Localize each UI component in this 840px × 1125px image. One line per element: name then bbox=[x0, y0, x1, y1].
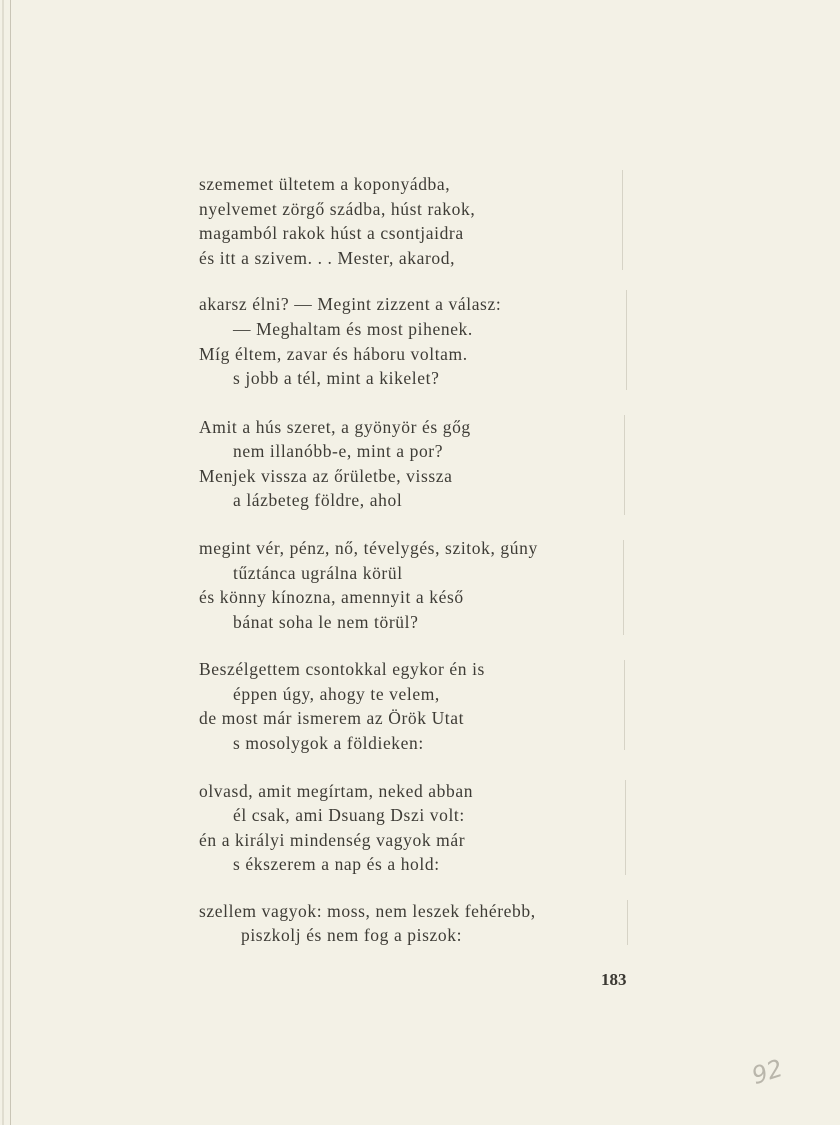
poem-line: de most már ismerem az Örök Utat bbox=[199, 708, 465, 728]
bleed-through-mark bbox=[625, 780, 626, 875]
bleed-through-mark bbox=[627, 900, 628, 945]
poem-line: és könny kínozna, amennyit a késő bbox=[199, 587, 464, 607]
poem-line: nem illanóbb-e, mint a por? bbox=[233, 441, 444, 461]
bleed-through-mark bbox=[624, 415, 625, 515]
bleed-through-mark bbox=[626, 290, 627, 390]
poem-line: s mosolygok a földieken: bbox=[233, 733, 424, 753]
poem-line: s ékszerem a nap és a hold: bbox=[233, 854, 440, 874]
poem-line: magamból rakok húst a csontjaidra bbox=[199, 223, 464, 243]
poem-line: s jobb a tél, mint a kikelet? bbox=[233, 368, 440, 388]
poem-line: én a királyi mindenség vagyok már bbox=[199, 830, 466, 850]
poem-line: Míg éltem, zavar és háboru voltam. bbox=[199, 344, 468, 364]
poem-line: tűztánca ugrálna körül bbox=[233, 563, 403, 583]
poem-line: Amit a hús szeret, a gyönyör és gőg bbox=[199, 417, 471, 437]
poem-line: éppen úgy, ahogy te velem, bbox=[233, 684, 440, 704]
poem-line: a lázbeteg földre, ahol bbox=[233, 490, 403, 510]
poem-line: megint vér, pénz, nő, tévelygés, szitok, gúny bbox=[199, 538, 538, 558]
poem-line: él csak, ami Dsuang Dszi volt: bbox=[233, 805, 465, 825]
poem-line: Menjek vissza az őrületbe, vissza bbox=[199, 466, 453, 486]
poem-line: piszkolj és nem fog a piszok: bbox=[241, 925, 463, 945]
poem-line: — Meghaltam és most pihenek. bbox=[233, 319, 473, 339]
poem-line: nyelvemet zörgő szádba, húst rakok, bbox=[199, 199, 476, 219]
poem-line: szellem vagyok: moss, nem leszek fehérebb, bbox=[199, 901, 536, 921]
poem-line: és itt a szivem. . . Mester, akarod, bbox=[199, 248, 456, 268]
margin-pencil-note: 92 bbox=[748, 1053, 787, 1091]
bleed-through-mark bbox=[623, 540, 624, 635]
poem-line: bánat soha le nem törül? bbox=[233, 612, 419, 632]
poem-line: szememet ültetem a koponyádba, bbox=[199, 174, 451, 194]
bleed-through-mark bbox=[622, 170, 623, 270]
poem-line: olvasd, amit megírtam, neked abban bbox=[199, 781, 474, 801]
bleed-through-mark bbox=[624, 660, 625, 750]
page-number: 183 bbox=[601, 970, 627, 989]
poem-line: akarsz élni? — Megint zizzent a válasz: bbox=[199, 294, 502, 314]
poem-line: Beszélgettem csontokkal egykor én is bbox=[199, 659, 485, 679]
